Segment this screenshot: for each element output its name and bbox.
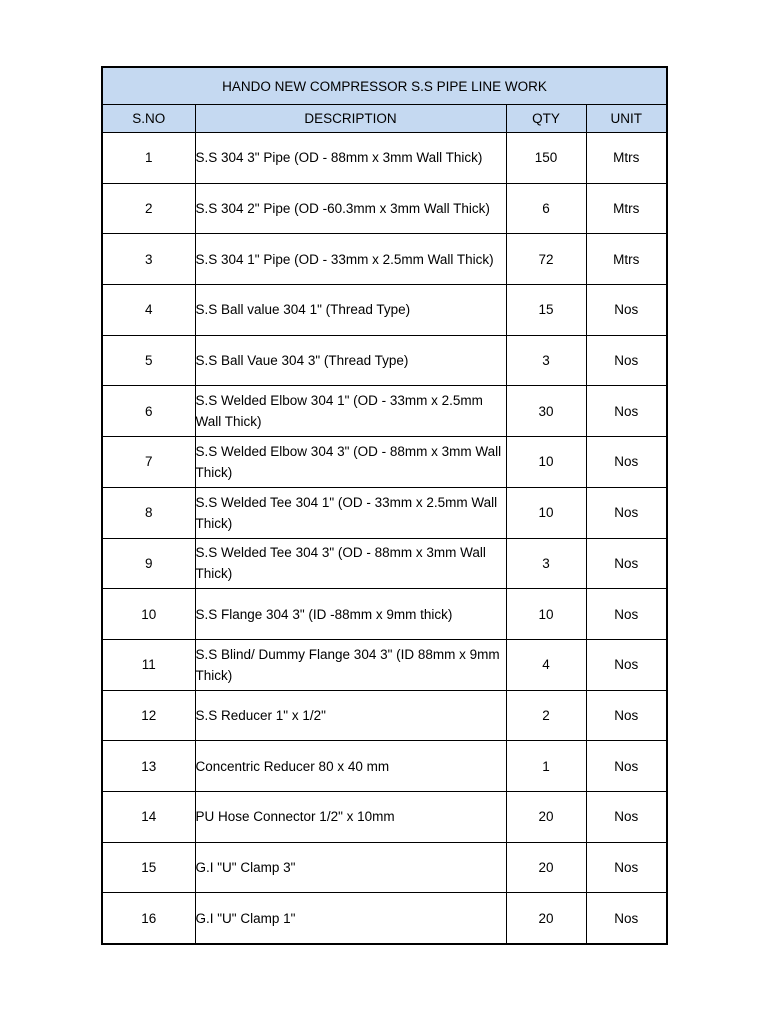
cell-sno: 16 (102, 893, 195, 944)
cell-unit: Nos (586, 538, 667, 589)
cell-sno: 12 (102, 690, 195, 741)
cell-qty: 20 (506, 893, 586, 944)
cell-sno: 10 (102, 589, 195, 640)
cell-description: S.S Ball value 304 1" (Thread Type) (195, 285, 506, 336)
cell-description: S.S Welded Elbow 304 1" (OD - 33mm x 2.5mm Wall Thick) (195, 386, 506, 437)
cell-unit: Nos (586, 437, 667, 488)
cell-sno: 1 (102, 133, 195, 184)
cell-qty: 72 (506, 234, 586, 285)
table-row (102, 589, 667, 640)
cell-description: S.S 304 2" Pipe (OD -60.3mm x 3mm Wall Thick) (195, 183, 506, 234)
table-row (102, 335, 667, 386)
cell-unit: Nos (586, 893, 667, 944)
table-row (102, 487, 667, 538)
cell-qty: 4 (506, 639, 586, 690)
table-row (102, 690, 667, 741)
cell-sno: 5 (102, 335, 195, 386)
table-row (102, 183, 667, 234)
cell-unit: Nos (586, 335, 667, 386)
cell-description: S.S Ball Vaue 304 3" (Thread Type) (195, 335, 506, 386)
cell-sno: 13 (102, 741, 195, 792)
cell-unit: Nos (586, 589, 667, 640)
cell-description: S.S Reducer 1" x 1/2" (195, 690, 506, 741)
table-title: HANDO NEW COMPRESSOR S.S PIPE LINE WORK (102, 67, 667, 105)
column-header-sno: S.NO (102, 105, 195, 133)
table-title-row (102, 67, 667, 105)
cell-qty: 30 (506, 386, 586, 437)
cell-description: S.S Welded Tee 304 1" (OD - 33mm x 2.5mm Wall Thick) (195, 487, 506, 538)
cell-qty: 10 (506, 487, 586, 538)
column-header-qty: QTY (506, 105, 586, 133)
cell-description: S.S Blind/ Dummy Flange 304 3" (ID 88mm x 9mm Thick) (195, 639, 506, 690)
table-row (102, 234, 667, 285)
cell-qty: 6 (506, 183, 586, 234)
cell-unit: Nos (586, 386, 667, 437)
cell-sno: 7 (102, 437, 195, 488)
cell-qty: 1 (506, 741, 586, 792)
cell-qty: 3 (506, 335, 586, 386)
cell-unit: Mtrs (586, 133, 667, 184)
cell-sno: 9 (102, 538, 195, 589)
table-row (102, 741, 667, 792)
table-row (102, 842, 667, 893)
cell-sno: 4 (102, 285, 195, 336)
cell-qty: 3 (506, 538, 586, 589)
cell-unit: Nos (586, 690, 667, 741)
table-row (102, 791, 667, 842)
column-header-row (102, 105, 667, 133)
cell-description: S.S Welded Elbow 304 3" (OD - 88mm x 3mm Wall Thick) (195, 437, 506, 488)
cell-description: S.S Flange 304 3" (ID -88mm x 9mm thick) (195, 589, 506, 640)
cell-qty: 2 (506, 690, 586, 741)
cell-sno: 3 (102, 234, 195, 285)
cell-unit: Nos (586, 285, 667, 336)
cell-description: S.S 304 1" Pipe (OD - 33mm x 2.5mm Wall Thick) (195, 234, 506, 285)
cell-description: Concentric Reducer 80 x 40 mm (195, 741, 506, 792)
cell-qty: 20 (506, 791, 586, 842)
table-row (102, 893, 667, 944)
cell-qty: 10 (506, 589, 586, 640)
cell-sno: 15 (102, 842, 195, 893)
cell-unit: Mtrs (586, 234, 667, 285)
table-row (102, 437, 667, 488)
cell-description: S.S Welded Tee 304 3" (OD - 88mm x 3mm Wall Thick) (195, 538, 506, 589)
column-header-unit: UNIT (586, 105, 667, 133)
cell-unit: Nos (586, 487, 667, 538)
cell-unit: Mtrs (586, 183, 667, 234)
table-row (102, 386, 667, 437)
cell-description: PU Hose Connector 1/2" x 10mm (195, 791, 506, 842)
cell-qty: 10 (506, 437, 586, 488)
cell-description: G.I "U" Clamp 1" (195, 893, 506, 944)
table-row (102, 639, 667, 690)
cell-unit: Nos (586, 842, 667, 893)
cell-qty: 20 (506, 842, 586, 893)
table-row (102, 285, 667, 336)
cell-sno: 6 (102, 386, 195, 437)
cell-sno: 14 (102, 791, 195, 842)
cell-unit: Nos (586, 791, 667, 842)
cell-sno: 2 (102, 183, 195, 234)
column-header-description: DESCRIPTION (195, 105, 506, 133)
cell-description: G.I "U" Clamp 3" (195, 842, 506, 893)
cell-sno: 11 (102, 639, 195, 690)
cell-unit: Nos (586, 741, 667, 792)
pipe-line-work-table (101, 66, 668, 945)
table-row (102, 538, 667, 589)
cell-qty: 150 (506, 133, 586, 184)
cell-description: S.S 304 3" Pipe (OD - 88mm x 3mm Wall Thick) (195, 133, 506, 184)
cell-qty: 15 (506, 285, 586, 336)
cell-sno: 8 (102, 487, 195, 538)
table-row (102, 133, 667, 184)
cell-unit: Nos (586, 639, 667, 690)
